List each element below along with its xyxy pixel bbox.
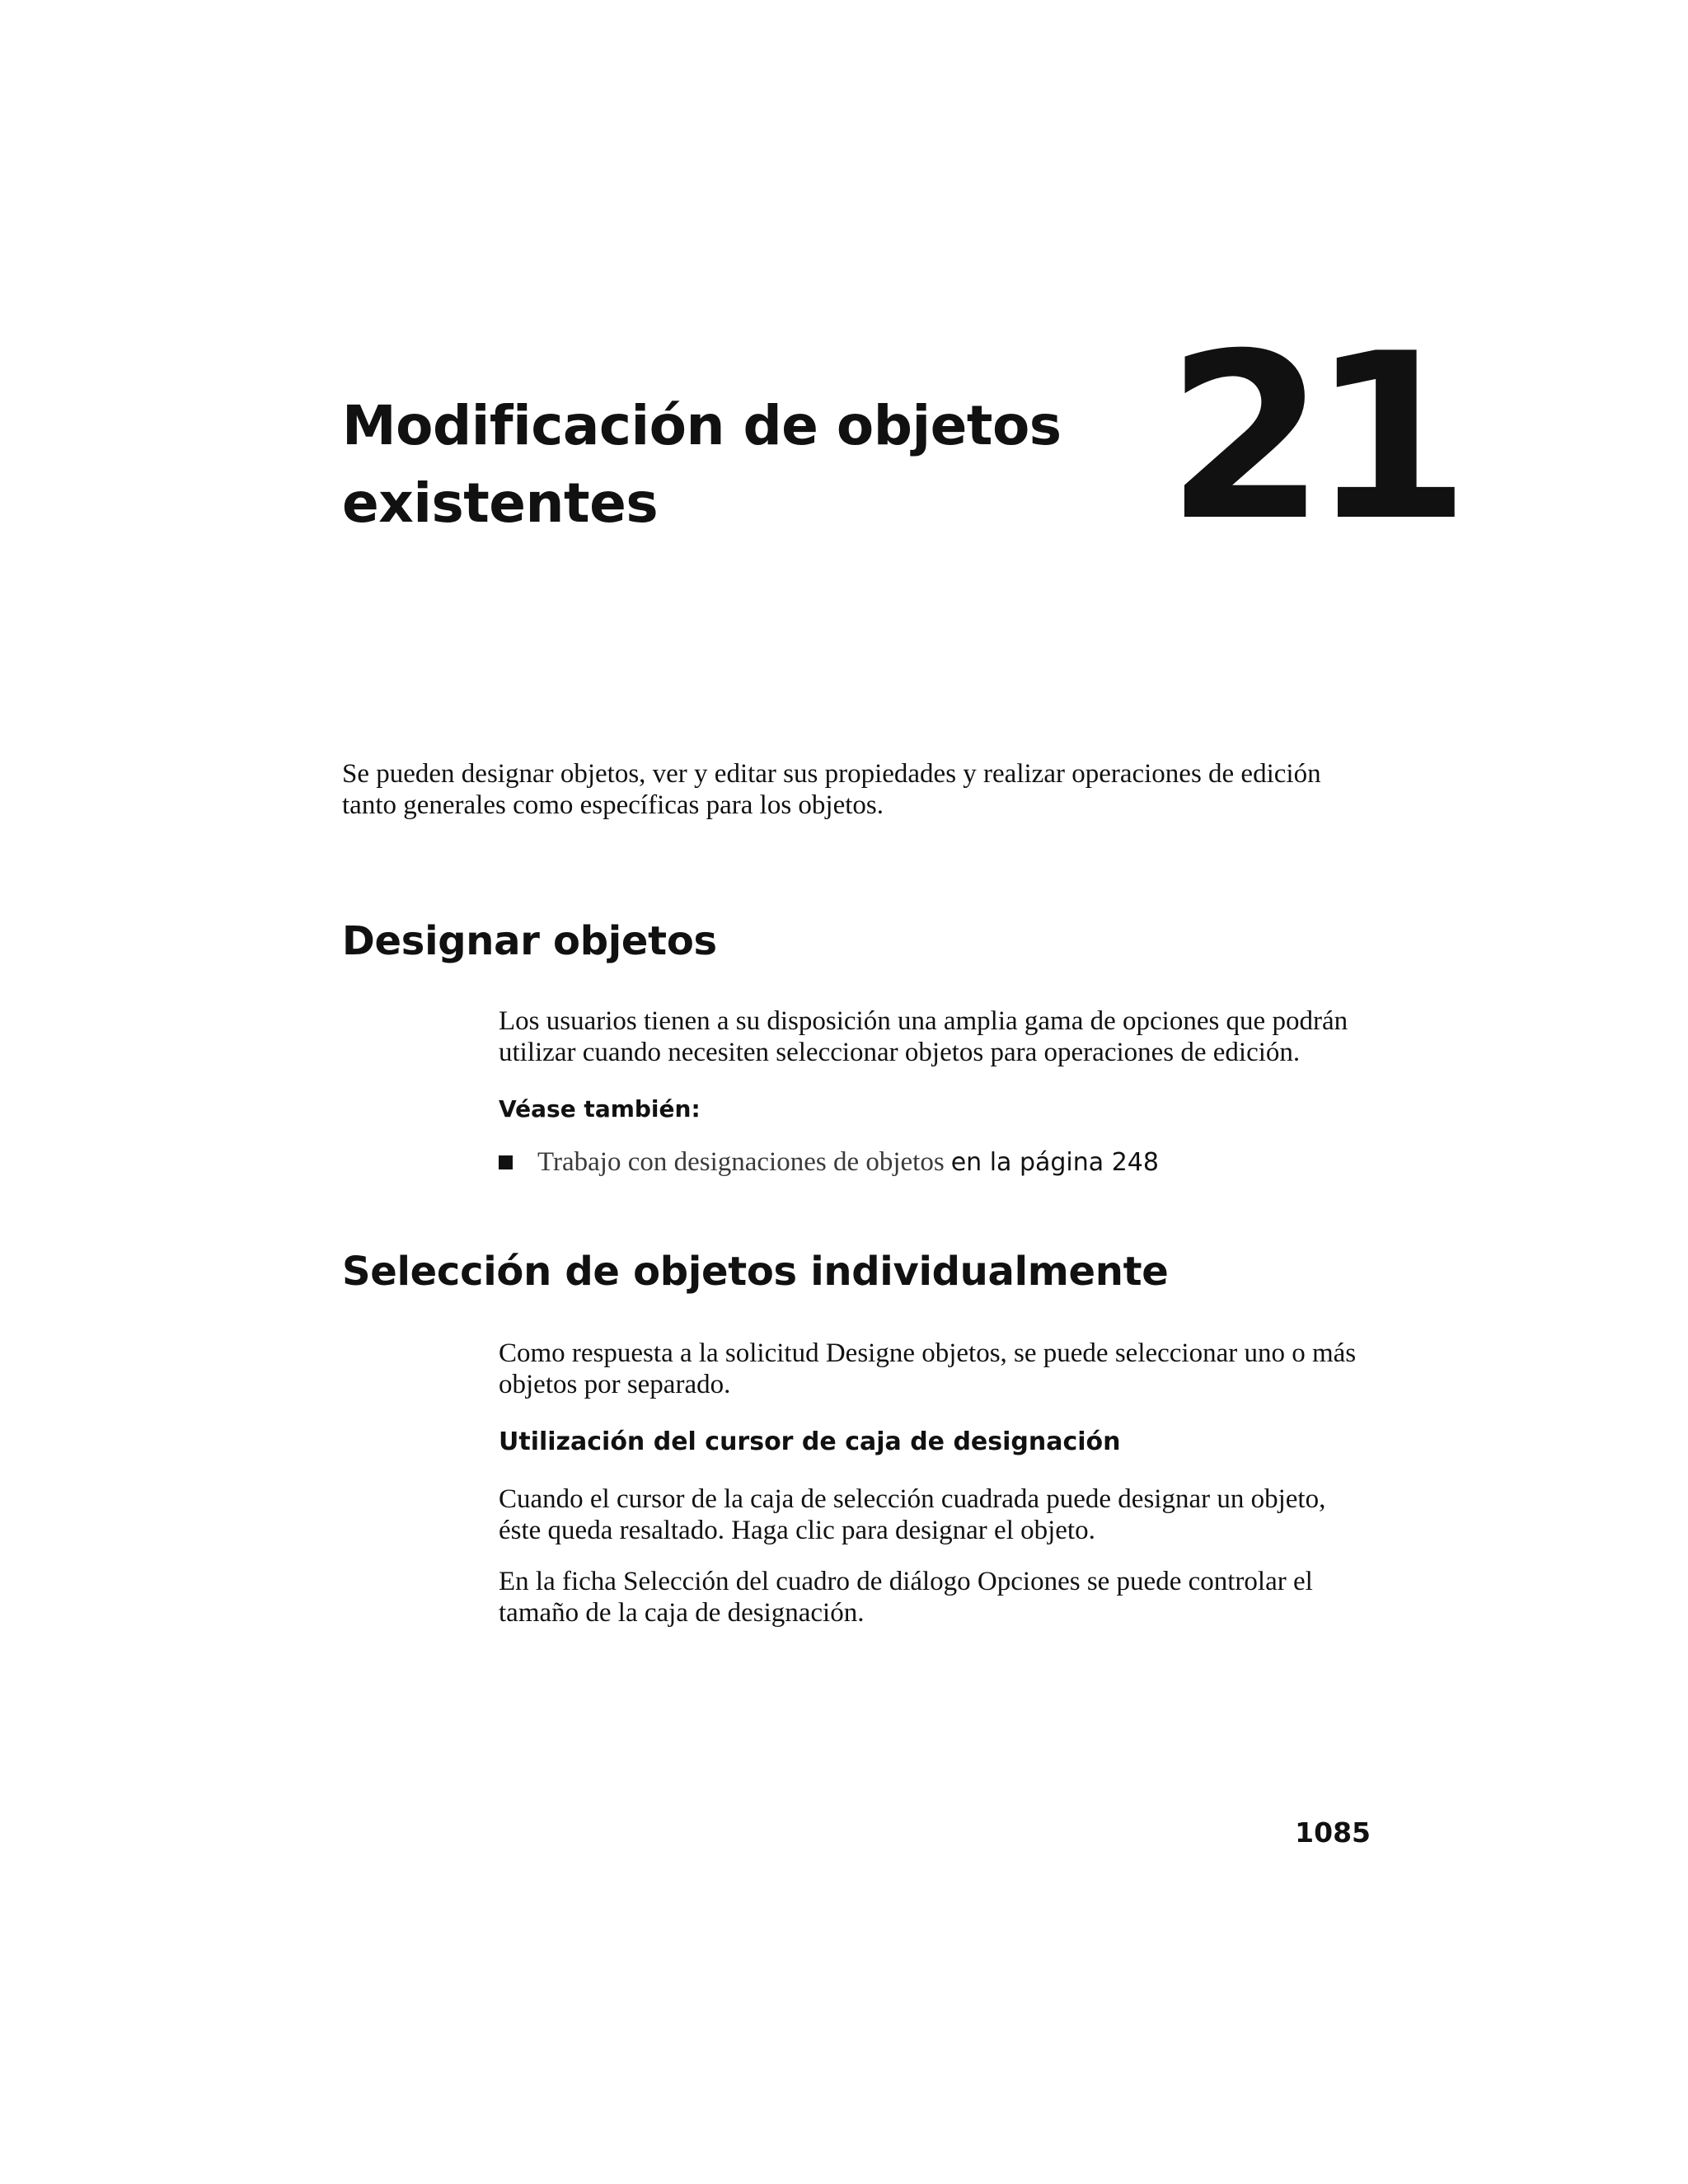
cursor-paragraph-line-1: Cuando el cursor de la caja de selección cuadrada puede designar un objeto,	[499, 1484, 1326, 1514]
designar-paragraph-line-1: Los usuarios tienen a su disposición una amplia gama de opciones que podrán	[499, 1006, 1348, 1036]
chapter-number: 21	[1166, 304, 1456, 571]
section-heading-designar: Designar objetos	[342, 918, 717, 964]
intro-paragraph	[342, 758, 1447, 821]
cursor-paragraph	[499, 1483, 1422, 1546]
cursor-paragraph-line-2: éste queda resaltado. Haga clic para designar el objeto.	[499, 1516, 1095, 1545]
page-number: 1085	[1295, 1816, 1371, 1849]
designar-paragraph-line-2: utilizar cuando necesiten seleccionar objetos para operaciones de edición.	[499, 1038, 1301, 1067]
chapter-title-line-1: Modificación de objetos	[342, 394, 1062, 457]
bullet-square-icon	[499, 1155, 513, 1169]
seleccion-paragraph-line-2: objetos por separado.	[499, 1370, 731, 1399]
see-also-list-item	[499, 1146, 1159, 1179]
seleccion-paragraph-line-1: Como respuesta a la solicitud Designe objetos, se puede seleccionar uno o más	[499, 1338, 1357, 1368]
section-heading-seleccion: Selección de objetos individualmente	[342, 1249, 1169, 1295]
options-paragraph-line-1: En la ficha Selección del cuadro de diálogo Opciones se puede controlar el	[499, 1567, 1313, 1596]
seleccion-paragraph	[499, 1338, 1422, 1400]
subheading-cursor-caja: Utilización del cursor de caja de designación	[499, 1427, 1121, 1456]
see-also-label: Véase también:	[499, 1095, 701, 1122]
options-paragraph	[499, 1566, 1422, 1629]
chapter-title-line-2: existentes	[342, 471, 659, 535]
options-paragraph-line-2: tamaño de la caja de designación.	[499, 1598, 865, 1628]
designar-paragraph	[499, 1005, 1422, 1068]
intro-line-2: tanto generales como específicas para los objetos.	[342, 790, 884, 820]
chapter-title	[342, 387, 1125, 542]
see-also-page-reference: en la página 248	[950, 1147, 1159, 1177]
intro-line-1: Se pueden designar objetos, ver y editar sus propiedades y realizar operaciones de edición	[342, 759, 1321, 789]
see-also-link[interactable]: Trabajo con designaciones de objetos	[537, 1146, 945, 1177]
